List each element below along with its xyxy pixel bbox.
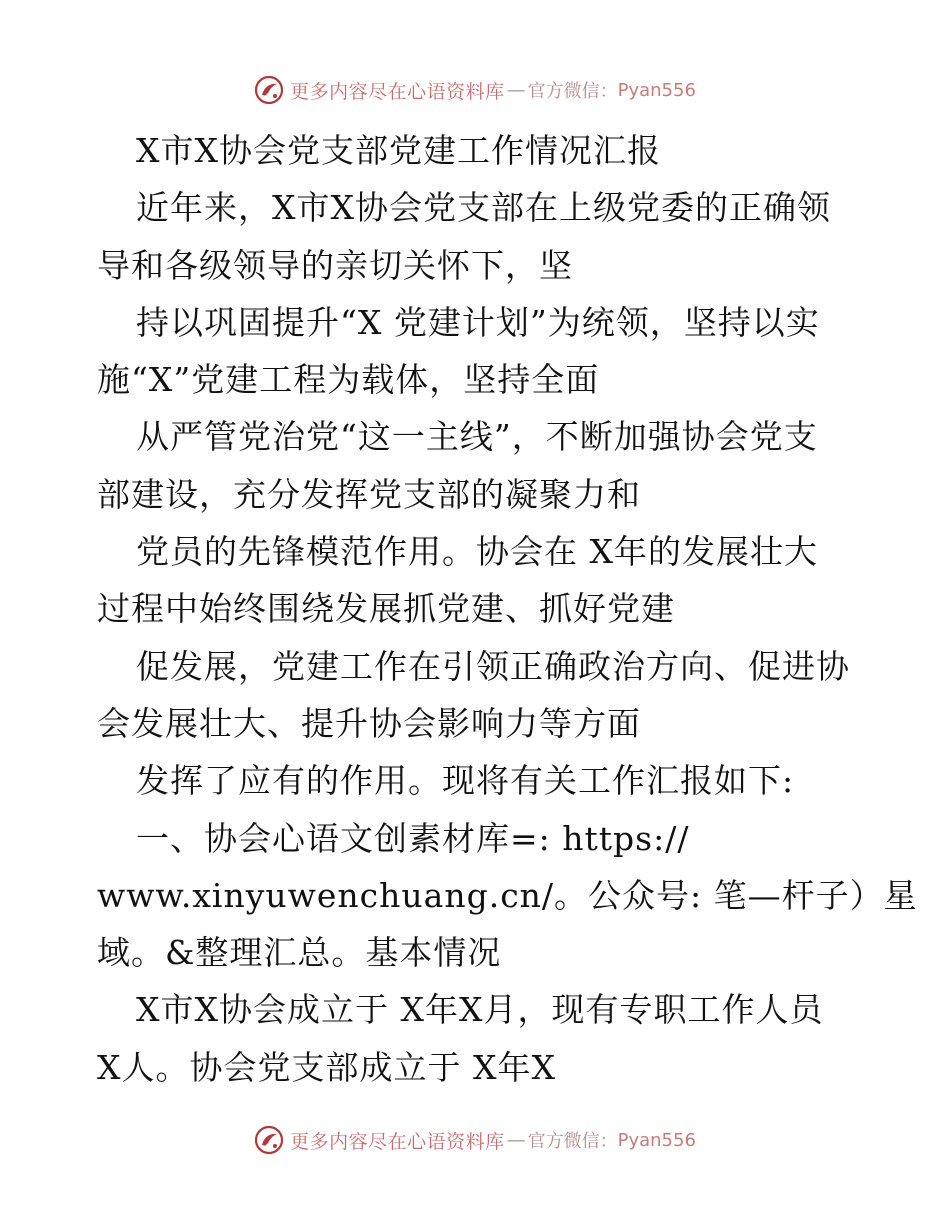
logo-icon xyxy=(254,1125,284,1155)
banner-separator: — xyxy=(506,79,526,101)
paragraph-line: 过程中始终围绕发展抓党建、抓好党建 xyxy=(97,589,675,629)
document-title: X市X协会党支部党建工作情况汇报 xyxy=(136,131,661,170)
footer-watermark-banner xyxy=(0,1120,950,1160)
paragraph-line: 近年来，X市X协会党支部在上级党委的正确领 xyxy=(136,188,831,228)
paragraph-line: 促发展，党建工作在引领正确政治方向、促进协 xyxy=(136,646,850,686)
paragraph-line: X市X协会成立于 X年X月，现有专职工作人员 xyxy=(136,990,824,1030)
banner-official-wechat-label: 官方微信： xyxy=(527,1131,618,1152)
paragraph-line: 党员的先锋模范作用。协会在 X年的发展壮大 xyxy=(136,532,818,572)
section-heading-line: 一、协会心语文创素材库=: https:// xyxy=(136,818,690,858)
paragraph-line: X人。协会党支部成立于 X年X xyxy=(97,1047,556,1087)
paragraph-line: 域。&整理汇总。基本情况 xyxy=(97,933,502,973)
banner-main-text: 更多内容尽在心语资料库 xyxy=(290,1130,505,1153)
banner-wechat-id: Pyan556 xyxy=(617,79,696,101)
document-body xyxy=(97,122,918,1096)
banner-main-text: 更多内容尽在心语资料库 xyxy=(290,80,505,103)
banner-official-wechat-label: 官方微信： xyxy=(527,81,618,102)
paragraph-line: 部建设，充分发挥党支部的凝聚力和 xyxy=(97,474,641,514)
paragraph-line: www.xinyuwenchuang.cn/。公众号: 笔—杆子）星 xyxy=(97,875,918,915)
paragraph-line: 持以巩固提升“X 党建计划”为统领，坚持以实 xyxy=(136,302,820,342)
paragraph-line: 从严管党治党“这一主线”，不断加强协会党支 xyxy=(136,417,818,457)
banner-wechat-id: Pyan556 xyxy=(617,1129,696,1151)
paragraph-line: 导和各级领导的亲切关怀下，坚 xyxy=(97,245,573,285)
banner-separator: — xyxy=(506,1129,526,1151)
logo-icon xyxy=(254,75,284,105)
header-watermark-banner xyxy=(0,70,950,110)
paragraph-line: 会发展壮大、提升协会影响力等方面 xyxy=(97,703,641,743)
paragraph-line: 施“X”党建工程为载体，坚持全面 xyxy=(97,360,600,400)
paragraph-line: 发挥了应有的作用。现将有关工作汇报如下: xyxy=(136,761,795,801)
